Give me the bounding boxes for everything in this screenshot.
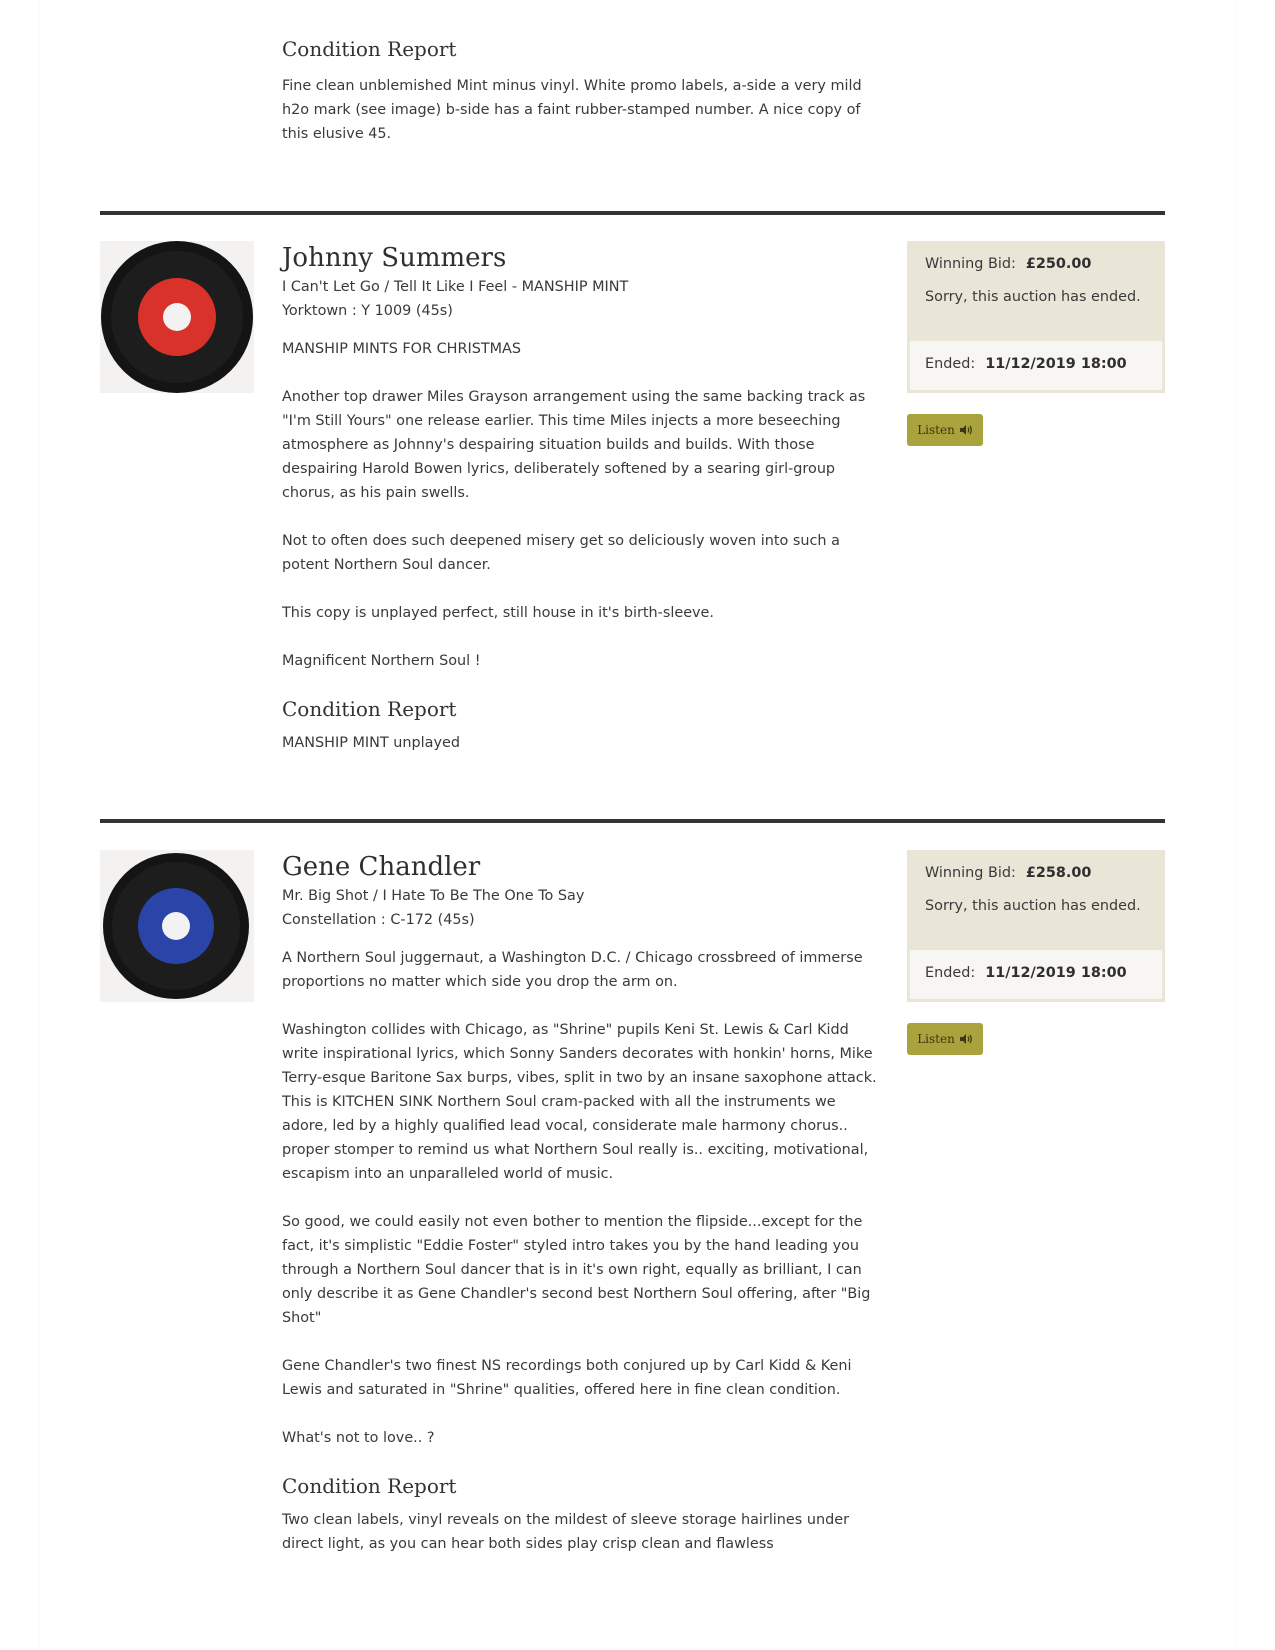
record-thumbnail[interactable] — [100, 241, 254, 393]
bid-panel — [907, 850, 1165, 1002]
lot-description-paragraph: What's not to love.. ? — [282, 1430, 435, 1446]
artist-name: Gene Chandler — [282, 852, 481, 882]
section-divider — [100, 819, 1165, 823]
lot-description-paragraph: Washington collides with Chicago, as "Shrine" pupils Keni St. Lewis & Carl Kidd write inspirational lyrics, which Sonny Sanders decorates with honkin' horns, Mike Terry-esque Baritone Sax burps, vibes, split in two by an insane saxophone attack. This is KITCHEN SINK Northern Soul cram-packed with all the instruments we adore, led by a highly qualified lead vocal, considerate male harmony chorus.. proper stomper to remind us what Northern Soul really is.. exciting, motivational, escapism into an unparalleled world of music. — [282, 1022, 877, 1182]
lot-description-paragraph: This copy is unplayed perfect, still house in it's birth-sleeve. — [282, 605, 714, 621]
record-titles: I Can't Let Go / Tell It Like I Feel - MANSHIP MINT — [282, 279, 629, 295]
condition-report-text: Two clean labels, vinyl reveals on the mildest of sleeve storage hairlines under direct light, as you can hear both sides play crisp clean and flawless — [282, 1512, 850, 1552]
winning-bid-amount: £250.00 — [1025, 256, 1092, 272]
section-divider — [100, 211, 1165, 215]
condition-report-text: Fine clean unblemished Mint minus vinyl. White promo labels, a-side a very mild h2o mark (see image) b-side has a faint rubber-stamped number. A nice copy of this elusive 45. — [282, 78, 862, 142]
lot-details — [282, 850, 882, 1556]
lot-headline: MANSHIP MINTS FOR CHRISTMAS — [282, 341, 522, 357]
bid-panel — [907, 241, 1165, 393]
condition-report-heading: Condition Report — [282, 697, 457, 721]
vinyl-record-image — [100, 241, 254, 393]
record-thumbnail[interactable] — [100, 850, 254, 1002]
ended-label: Ended: — [925, 965, 976, 981]
listen-button[interactable] — [907, 1023, 983, 1055]
listen-label: Listen — [917, 423, 955, 437]
ended-label: Ended: — [925, 356, 976, 372]
ended-info — [910, 341, 1162, 390]
ended-date: 11/12/2019 18:00 — [985, 356, 1127, 372]
lot-description-paragraph: Another top drawer Miles Grayson arrangement using the same backing track as "I'm Still Yours" one release earlier. This time Miles injects a more beseeching atmosphere as Johnny's despairing situation builds and builds. With those despairing Harold Bowen lyrics, deliberately softened by a searing girl-group chorus, as his pain swells. — [282, 389, 866, 501]
lot-description-paragraph: Gene Chandler's two finest NS recordings both conjured up by Carl Kidd & Keni Lewis and saturated in "Shrine" qualities, offered here in fine clean condition. — [282, 1358, 852, 1398]
winning-bid-label: Winning Bid: — [925, 256, 1016, 272]
condition-report-heading: Condition Report — [282, 1474, 457, 1498]
lot-description-paragraph: So good, we could easily not even bother to mention the flipside...except for the fact, it's simplistic "Eddie Foster" styled intro takes you by the hand leading you through a Northern Soul dancer that is in it's own right, equally as brilliant, I can only describe it as Gene Chandler's second best Northern Soul offering, after "Big Shot" — [282, 1214, 871, 1326]
lot-details — [282, 241, 882, 755]
ended-info — [910, 950, 1162, 999]
ended-date: 11/12/2019 18:00 — [985, 965, 1127, 981]
label-catalog: Constellation : C-172 (45s) — [282, 912, 475, 928]
auction-ended-message: Sorry, this auction has ended. — [925, 289, 1141, 305]
winning-bid-amount: £258.00 — [1025, 865, 1092, 881]
condition-report-heading: Condition Report — [282, 37, 457, 61]
label-catalog: Yorktown : Y 1009 (45s) — [282, 303, 453, 319]
lot-description-paragraph: Not to often does such deepened misery get so deliciously woven into such a potent Northern Soul dancer. — [282, 533, 840, 573]
artist-name: Johnny Summers — [282, 243, 507, 273]
lot-description-paragraph: A Northern Soul juggernaut, a Washington D.C. / Chicago crossbreed of immerse proportions no matter which side you drop the arm on. — [282, 950, 863, 990]
lot-description-paragraph: Magnificent Northern Soul ! — [282, 653, 481, 669]
speaker-icon — [959, 1033, 973, 1045]
auction-ended-message: Sorry, this auction has ended. — [925, 898, 1141, 914]
winning-bid-label: Winning Bid: — [925, 865, 1016, 881]
condition-report-text: MANSHIP MINT unplayed — [282, 735, 460, 751]
vinyl-record-image — [100, 850, 254, 1002]
listen-button[interactable] — [907, 414, 983, 446]
speaker-icon — [959, 424, 973, 436]
listen-label: Listen — [917, 1032, 955, 1046]
winning-bid — [925, 256, 1091, 272]
record-titles: Mr. Big Shot / I Hate To Be The One To Say — [282, 888, 585, 904]
winning-bid — [925, 865, 1091, 881]
